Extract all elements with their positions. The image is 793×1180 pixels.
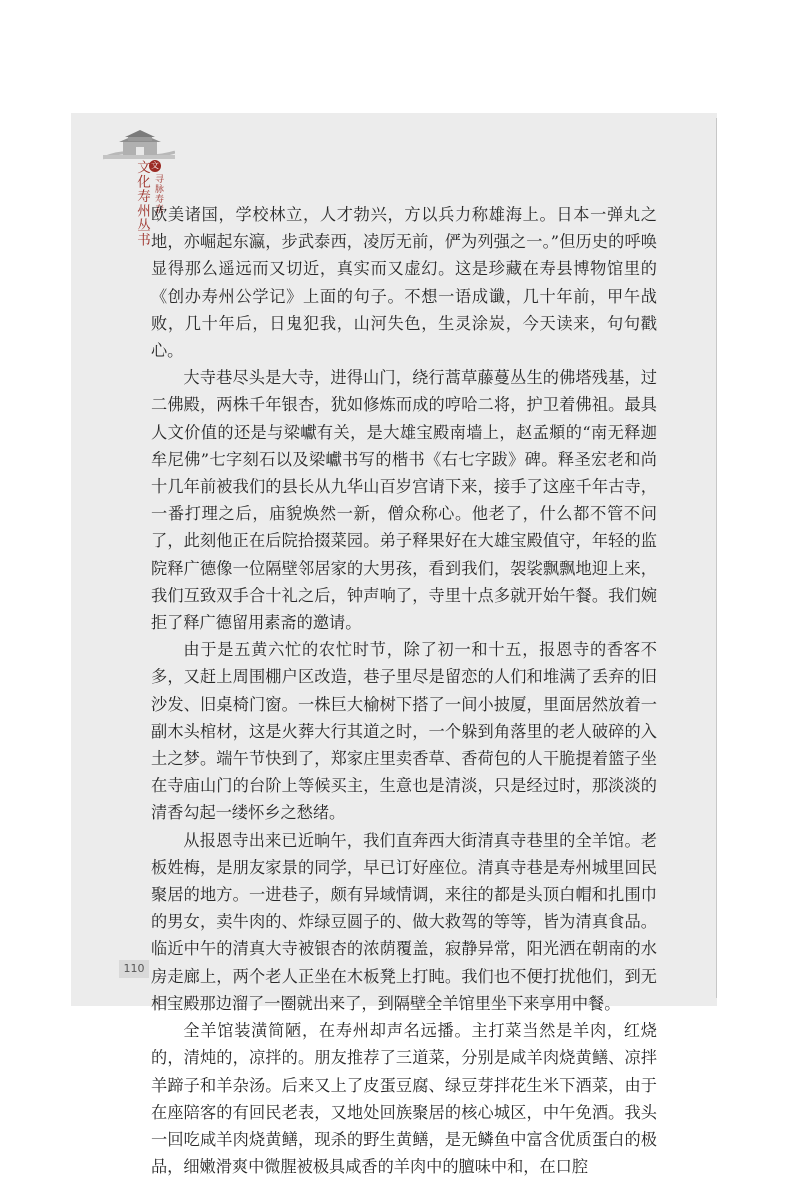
- series-mark-badge: 文: [151, 161, 159, 170]
- paragraph: 从报恩寺出来已近晌午，我们直奔西大街清真寺巷里的全羊馆。老板姓梅，是朋友家景的同学，早已订好座位。清真寺巷是寿州城里回民聚居的地方。一进巷子，颇有异域情调，来往的都是头顶白帽和扎围巾的男女，卖牛肉的、炸绿豆圆子的、做大救驾的等等，皆为清真食品。临近中午的清真大寺被银杏的浓荫覆盖，寂静异常，阳光洒在朝南的水房走廊上，两个老人正坐在木板凳上打盹。我们也不便打扰他们，到无相宝殿那边溜了一圈就出来了，到隔壁全羊馆里坐下来享用中餐。: [151, 830, 657, 1013]
- series-subtitle: 寻脉寿春: [153, 174, 163, 214]
- page-edge-line: [716, 118, 717, 998]
- series-title: 文化寿州丛书: [134, 160, 150, 247]
- body-text: [151, 201, 657, 1180]
- page-number: 110: [119, 960, 149, 978]
- paragraph: 由于是五黄六忙的农忙时节，除了初一和十五，报恩寺的香客不多，又赶上周围棚户区改造，巷子里尽是留恋的人们和堆满了丢弃的旧沙发、旧桌椅门窗。一株巨大榆树下搭了一间小披厦，里面居然放着一副木头棺材，这是火葬大行其道之时，一个躲到角落里的老人破碎的入土之梦。端午节快到了，郑家庄里卖香草、香荷包的人干脆提着篮子坐在寺庙山门的台阶上等候买主，生意也是清淡，只是经过时，那淡淡的清香勾起一缕怀乡之愁绪。: [151, 640, 657, 823]
- city-gate-emblem-icon: [103, 128, 175, 162]
- paragraph: 欧美诸国，学校林立，人才勃兴，方以兵力称雄海上。日本一弹丸之地，亦崛起东瀛，步武泰西，凌厉无前，俨为列强之一。”但历史的呼唤显得那么遥远而又切近，真实而又虚幻。这是珍藏在寿县博物馆里的《创办寿州公学记》上面的句子。不想一语成谶，几十年前，甲午战败，几十年后，日鬼犯我，山河失色，生灵涂炭，今天读来，句句戳心。: [151, 205, 657, 361]
- paragraph: 大寺巷尽头是大寺，进得山门，绕行蒿草藤蔓丛生的佛塔残基，过二佛殿，两株千年银杏，犹如修炼而成的哼哈二将，护卫着佛祖。最具人文价值的还是与梁巘有关，是大雄宝殿南墙上，赵孟頫的“南无释迦牟尼佛”七字刻石以及梁巘书写的楷书《右七字跋》碑。释圣宏老和尚十几年前被我们的县长从九华山百岁宫请下来，接手了这座千年古寺，一番打理之后，庙貌焕然一新，僧众称心。他老了，什么都不管不问了，此刻他正在后院拾掇菜园。弟子释果好在大雄宝殿值守，年轻的监院释广德像一位隔壁邻居家的大男孩，看到我们，袈裟飘飘地迎上来，我们互致双手合十礼之后，钟声响了，寺里十点多就开始午餐。我们婉拒了释广德留用素斋的邀请。: [151, 368, 657, 633]
- paragraph: 全羊馆装潢简陋，在寿州却声名远播。主打菜当然是羊肉，红烧的，清炖的，凉拌的。朋友推荐了三道菜，分别是咸羊肉烧黄鳝、凉拌羊蹄子和羊杂汤。后来又上了皮蛋豆腐、绿豆芽拌花生米下酒菜，由于在座陪客的有回民老表，又地处回族聚居的核心城区，中午免酒。我头一回吃咸羊肉烧黄鳝，现杀的野生黄鳝，是无鳞鱼中富含优质蛋白的极品，细嫩滑爽中微腥被极具咸香的羊肉中的膻味中和，在口腔: [151, 1021, 657, 1177]
